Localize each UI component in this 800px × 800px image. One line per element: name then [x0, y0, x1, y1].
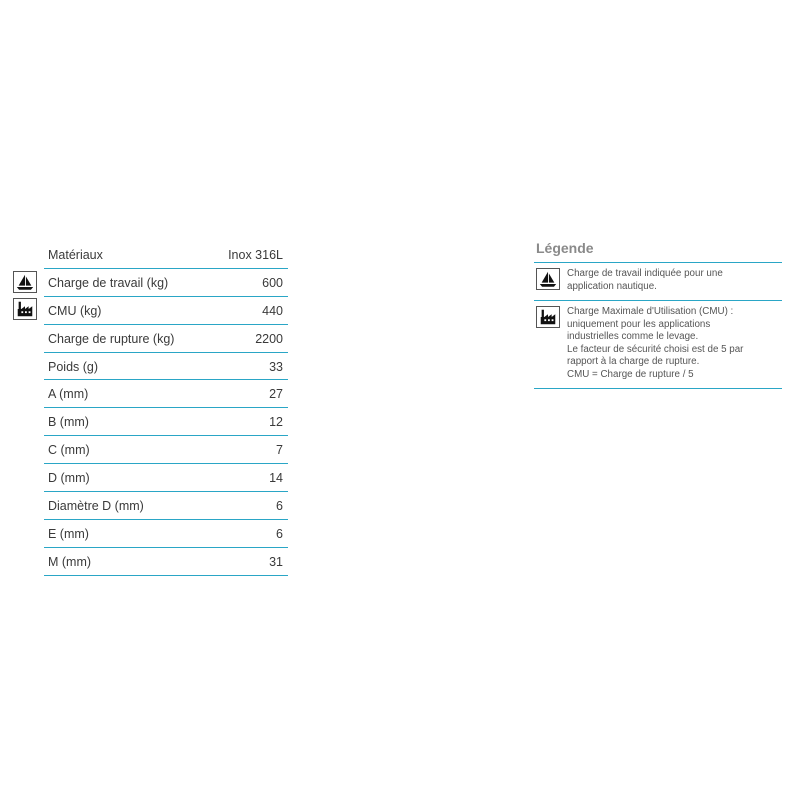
legend-item-nautical: [534, 263, 782, 301]
legend-description: [567, 268, 782, 293]
spec-value: 14: [269, 471, 283, 486]
spec-label: D (mm): [48, 471, 90, 486]
spec-table: [44, 241, 288, 576]
spec-value: 2200: [255, 331, 283, 346]
legend: [534, 240, 782, 389]
spec-label: Diamètre D (mm): [48, 499, 144, 514]
legend-line: uniquement pour les applications: [567, 318, 711, 330]
spec-value: Inox 316L: [228, 248, 283, 262]
table-row: [44, 492, 288, 520]
spec-label: A (mm): [48, 387, 89, 402]
table-row: [44, 548, 288, 576]
table-row: [44, 269, 288, 297]
spec-label: C (mm): [48, 443, 90, 458]
spec-value: 12: [269, 415, 283, 430]
spec-value: 31: [269, 554, 283, 569]
table-row: [44, 520, 288, 548]
sailboat-icon: [13, 271, 37, 293]
spec-label: Matériaux: [48, 248, 103, 262]
legend-item-industrial: [534, 301, 782, 389]
legend-line: CMU = Charge de rupture / 5: [567, 368, 694, 380]
spec-value: 6: [276, 526, 283, 541]
spec-value: 7: [276, 443, 283, 458]
spec-label: M (mm): [48, 554, 92, 569]
legend-line: application nautique.: [567, 280, 657, 292]
legend-description: [567, 306, 782, 381]
factory-icon: [536, 306, 560, 328]
spec-value: 27: [269, 387, 283, 402]
legend-line: Charge de travail indiquée pour une: [567, 268, 723, 279]
legend-line: Charge Maximale d'Utilisation (CMU) :: [567, 306, 734, 317]
spec-label: B (mm): [48, 415, 89, 430]
spec-value: 600: [262, 275, 283, 290]
table-row: [44, 325, 288, 353]
spec-label: Charge de rupture (kg): [48, 331, 175, 346]
table-row: [44, 241, 288, 269]
table-row: [44, 380, 288, 408]
table-row: [44, 353, 288, 381]
spec-value: 6: [276, 499, 283, 514]
legend-line: Le facteur de sécurité choisi est de 5 par: [567, 343, 744, 355]
sailboat-icon: [536, 268, 560, 290]
legend-title: Légende: [534, 240, 782, 263]
table-row: [44, 297, 288, 325]
legend-line: industrielles comme le levage.: [567, 331, 699, 342]
spec-label: CMU (kg): [48, 303, 102, 318]
factory-icon: [13, 298, 37, 320]
spec-label: Charge de travail (kg): [48, 275, 169, 290]
spec-value: 33: [269, 359, 283, 374]
spec-label: E (mm): [48, 526, 89, 541]
table-row: [44, 464, 288, 492]
spec-label: Poids (g): [48, 359, 99, 374]
table-row: [44, 408, 288, 436]
table-row: [44, 436, 288, 464]
spec-value: 440: [262, 303, 283, 318]
legend-line: rapport à la charge de rupture.: [567, 356, 700, 367]
